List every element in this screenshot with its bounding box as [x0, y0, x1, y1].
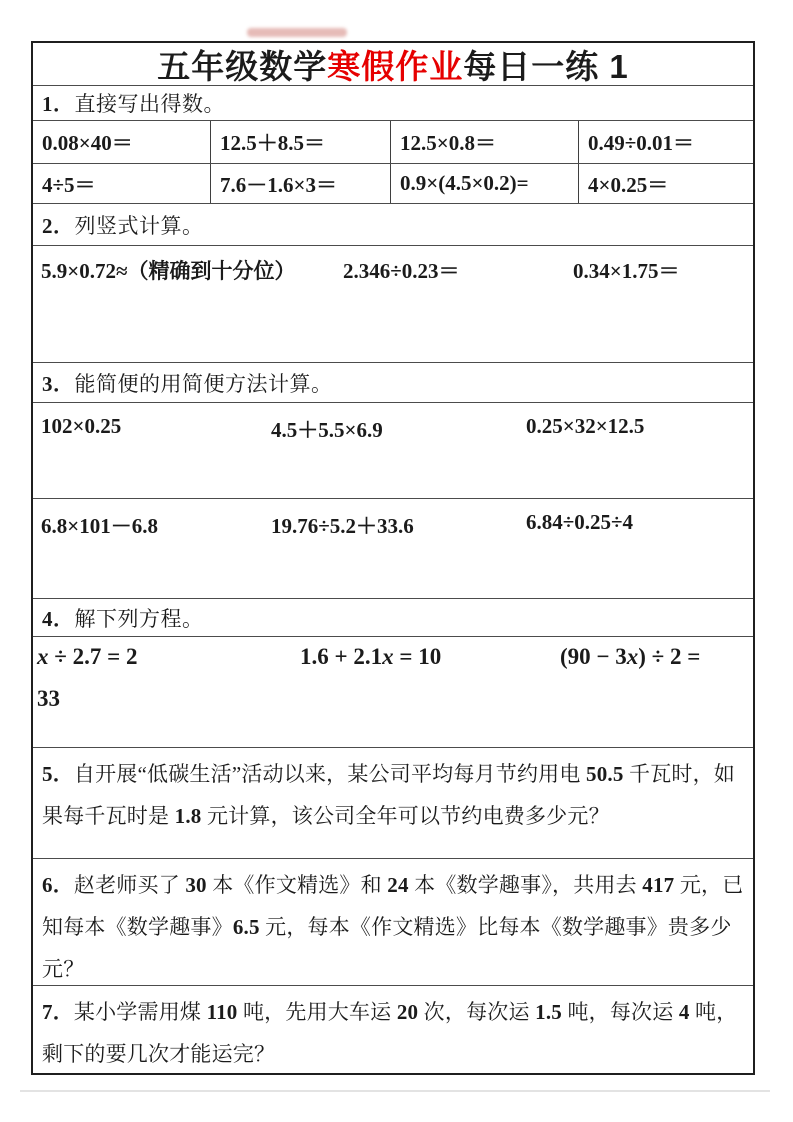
- section-2-header: 2． 列竖式计算。: [33, 203, 753, 245]
- problem-cell: [335, 255, 565, 285]
- problem-expression: 4.5＋5.5×6.9: [271, 418, 383, 442]
- problem-cell: [578, 164, 753, 203]
- problem-cell: [390, 164, 578, 203]
- problem-expression: 4÷5＝: [42, 172, 96, 197]
- title-row: [33, 43, 753, 85]
- problem-expression: 12.5＋8.5＝: [220, 131, 325, 155]
- section-3-work-row-1: [33, 402, 753, 498]
- problem-expression: 6.84÷0.25÷4: [526, 510, 634, 534]
- problem-cell: [565, 255, 753, 285]
- problem-expression: 0.9×(4.5×0.2)=: [400, 171, 529, 195]
- problem-expression: 2.346÷0.23＝: [343, 259, 460, 283]
- equation: x ÷ 2.7 = 2: [37, 644, 138, 669]
- section-3-header: 3． 能简便的用简便方法计算。: [33, 362, 753, 402]
- section-2-work-area: [33, 245, 753, 362]
- problem-cell: [33, 255, 335, 285]
- problem-cell: [33, 164, 210, 203]
- section-4-equations-area: [33, 636, 753, 747]
- title-right: 每日一练 1: [463, 47, 629, 85]
- problem-cell: [390, 121, 578, 163]
- equation-cell: [33, 644, 296, 670]
- title-red-highlight: 寒假作业: [327, 47, 464, 85]
- equation-overflow-line: 33: [37, 686, 60, 711]
- problem-expression: 0.08×40＝: [42, 131, 133, 155]
- page-edge-scan-line: [20, 1090, 770, 1092]
- problem-cell: [210, 164, 390, 203]
- problem-expression: 19.76÷5.2＋33.6: [271, 514, 414, 538]
- section-1-header: 1． 直接写出得数。: [33, 85, 753, 120]
- word-problem-5: 5．自开展“低碳生活”活动以来，某公司平均每月节约用电 50.5 千瓦时，如果每千瓦时是 1.8 元计算，该公司全年可以节约电费多少元？: [33, 747, 753, 858]
- equation: (90 − 3x) ÷ 2 =: [560, 644, 701, 669]
- equation-cell: [296, 644, 556, 670]
- problem-cell: [263, 414, 518, 444]
- word-problem-7: 7．某小学需用煤 110 吨，先用大车运 20 次，每次运 1.5 吨，每次运 4 吨，剩下的要几次才能运完？: [33, 985, 753, 1073]
- section-1-grid-row-1: [33, 120, 753, 163]
- word-problem-6: 6．赵老师买了 30 本《作文精选》和 24 本《数学趣事》，共用去 417 元，已知每本《数学趣事》6.5 元，每本《作文精选》比每本《数学趣事》贵多少元？: [33, 858, 753, 985]
- problem-cell: [263, 510, 518, 540]
- problem-expression: 7.6－1.6×3＝: [220, 172, 337, 197]
- problem-cell: [33, 510, 263, 540]
- problem-expression: 12.5×0.8＝: [400, 131, 496, 155]
- problem-expression: 102×0.25: [41, 414, 122, 438]
- problem-cell: [33, 414, 263, 444]
- problem-cell: [518, 510, 753, 540]
- equation: 1.6 + 2.1x = 10: [300, 644, 442, 669]
- problem-expression: 4×0.25＝: [588, 172, 669, 197]
- problem-cell: [578, 121, 753, 163]
- section-1-grid-row-2: [33, 163, 753, 203]
- section-3-work-row-2: [33, 498, 753, 598]
- problem-expression: 0.49÷0.01＝: [588, 131, 695, 155]
- problem-expression: 0.25×32×12.5: [526, 414, 645, 438]
- worksheet-table: [31, 41, 755, 1075]
- problem-expression: 0.34×1.75＝: [573, 259, 680, 283]
- section-4-header: 4． 解下列方程。: [33, 598, 753, 636]
- page-title: [157, 41, 629, 88]
- equation-cell: [556, 644, 753, 670]
- problem-expression: 6.8×101－6.8: [41, 514, 158, 538]
- problem-cell: [210, 121, 390, 163]
- problem-expression: 5.9×0.72≈（精确到十分位）: [41, 259, 296, 283]
- title-left: 五年级数学: [157, 47, 328, 85]
- problem-cell: [33, 121, 210, 163]
- problem-cell: [518, 414, 753, 444]
- scan-ink-bleed-artifact: [247, 28, 347, 37]
